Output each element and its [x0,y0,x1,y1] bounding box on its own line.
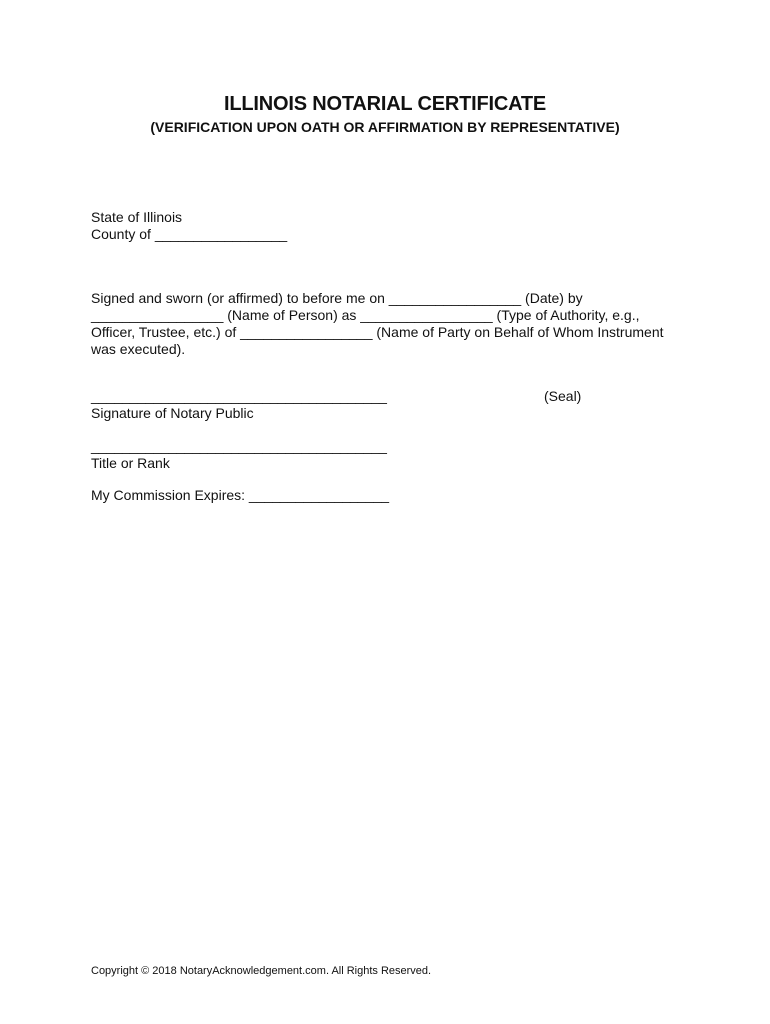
signature-label: Signature of Notary Public [91,405,254,421]
document-title: ILLINOIS NOTARIAL CERTIFICATE [224,93,546,115]
commission-expires: My Commission Expires: __________________ [91,487,390,503]
signature-line: ______________________________________ [91,388,387,404]
title-rank-line: ______________________________________ [91,438,387,454]
title-rank-label: Title or Rank [91,455,170,471]
copyright-notice: Copyright © 2018 NotaryAcknowledgement.com. All Rights Reserved. [91,965,432,977]
statement-line-4: was executed). [91,341,186,357]
statement-line-2: _________________ (Name of Person) as _________________ (Type of Authority, e.g., [91,307,640,323]
statement-line-3: Officer, Trustee, etc.) of _________________ (Name of Party on Behalf of Whom Instrument [91,324,664,340]
state-line: State of Illinois [91,209,183,225]
document-subtitle: (VERIFICATION UPON OATH OR AFFIRMATION BY REPRESENTATIVE) [150,119,620,135]
statement-line-1: Signed and sworn (or affirmed) to before me on _________________ (Date) by [91,290,583,306]
seal-label: (Seal) [544,388,582,404]
county-line: County of _________________ [91,226,288,242]
